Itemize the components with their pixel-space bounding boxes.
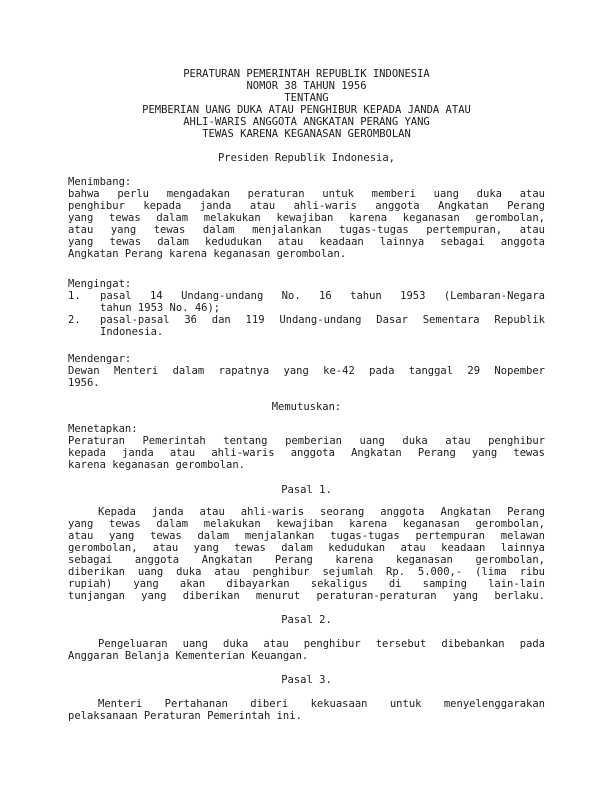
menimbang-section xyxy=(68,176,545,260)
mengingat-item-2 xyxy=(68,314,545,338)
doc-title-line: PEMBERIAN UANG DUKA ATAU PENGHIBUR KEPADA JANDA ATAU xyxy=(142,104,471,116)
doc-title-line: PERATURAN PEMERINTAH REPUBLIK INDONESIA xyxy=(183,68,430,80)
menetapkan-section xyxy=(68,423,545,471)
pasal-3-line: Menteri Pertahanan diberi kekuasaan untuk menyelenggarakan xyxy=(98,698,545,710)
pasal-1-line: atau yang tewas dalam menjalankan tugas-tugas pertempuran melawan xyxy=(68,530,545,542)
menetapkan-line: karena keganasan gerombolan. xyxy=(68,459,246,471)
document-body xyxy=(68,68,545,734)
menetapkan-label: Menetapkan: xyxy=(68,423,138,435)
menetapkan-line: Peraturan Pemerintah tentang pemberian uang duka atau penghibur xyxy=(68,435,545,447)
mendengar-line: 1956. xyxy=(68,377,100,389)
pasal-3-body xyxy=(68,698,545,722)
pasal-heading-line: Pasal 1. xyxy=(281,484,332,496)
pasal-3-line: pelaksanaan Peraturan Pemerintah ini. xyxy=(68,710,302,722)
mengingat-item-line: tahun 1953 No. 46); xyxy=(100,302,221,314)
pasal-2-line: Anggaran Belanja Kementerian Keuangan. xyxy=(68,650,309,662)
mengingat-item-line: pasal 14 Undang-undang No. 16 tahun 1953 (Lembaran-Negara xyxy=(100,290,545,302)
pasal-1-line: Kepada janda atau ahli-waris seorang anggota Angkatan Perang xyxy=(98,506,545,518)
menimbang-label: Menimbang: xyxy=(68,176,132,188)
pasal-1-line: gerombolan, atau yang tewas dalam kedudukan atau keadaan lainnya xyxy=(68,542,545,554)
pasal-1-line: yang tewas dalam melakukan kewajiban karena keganasan gerombolan, xyxy=(68,518,545,530)
pasal-2-heading xyxy=(68,614,545,626)
doc-title-line: AHLI-WARIS ANGGOTA ANGKATAN PERANG YANG xyxy=(183,116,430,128)
mengingat-item-line: pasal-pasal 36 dan 119 Undang-undang Dasar Sementara Republik xyxy=(100,314,545,326)
pasal-1-heading xyxy=(68,484,545,496)
pasal-2-body xyxy=(68,638,545,662)
mendengar-section xyxy=(68,353,545,389)
mendengar-line: Dewan Menteri dalam rapatnya yang ke-42 pada tanggal 29 Nopember xyxy=(68,365,545,377)
doc-title xyxy=(68,68,545,140)
mengingat-item-1 xyxy=(68,290,545,314)
mengingat-section xyxy=(68,278,545,338)
list-item-number: 1. xyxy=(68,290,81,302)
pasal-heading-line: Pasal 3. xyxy=(281,674,332,686)
salutation-line: Presiden Republik Indonesia, xyxy=(217,152,395,164)
menetapkan-line: kepada janda atau ahli-waris anggota Angkatan Perang yang tewas xyxy=(68,447,545,459)
pasal-1-line: sebagai anggota Angkatan Perang karena keganasan gerombolan, xyxy=(68,554,545,566)
doc-title-line: TENTANG xyxy=(284,92,329,104)
list-item-number: 2. xyxy=(68,314,81,326)
pasal-1-line: rupiah) yang akan dibayarkan sekaligus di samping lain-lain xyxy=(68,578,545,590)
pasal-1-line: tunjangan yang diberikan menurut peraturan-peraturan yang berlaku. xyxy=(68,590,545,602)
menimbang-line: yang tewas dalam melakukan kewajiban karena keganasan gerombolan, xyxy=(68,212,545,224)
doc-title-line: NOMOR 38 TAHUN 1956 xyxy=(246,80,367,92)
memutuskan-heading-line: Memutuskan: xyxy=(271,401,342,413)
menimbang-line: bahwa perlu mengadakan peraturan untuk memberi uang duka atau xyxy=(68,188,545,200)
pasal-1-body xyxy=(68,506,545,602)
pasal-heading-line: Pasal 2. xyxy=(281,614,332,626)
pasal-3-heading xyxy=(68,674,545,686)
menimbang-line: Angkatan Perang karena keganasan gerombolan. xyxy=(68,248,347,260)
menimbang-line: yang tewas dalam kedudukan atau keadaan lainnya sebagai anggota xyxy=(68,236,545,248)
menimbang-line: penghibur kepada janda atau ahli-waris anggota Angkatan Perang xyxy=(68,200,545,212)
memutuskan-heading xyxy=(68,401,545,413)
mengingat-label: Mengingat: xyxy=(68,278,132,290)
salutation xyxy=(68,152,545,164)
mendengar-label: Mendengar: xyxy=(68,353,132,365)
mengingat-item-line: Indonesia. xyxy=(100,326,164,338)
doc-title-line: TEWAS KARENA KEGANASAN GEROMBOLAN xyxy=(202,128,411,140)
menimbang-line: atau yang tewas dalam menjalankan tugas-tugas pertempuran, atau xyxy=(68,224,545,236)
pasal-1-line: diberikan uang duka atau penghibur sejumlah Rp. 5.000,- (lima ribu xyxy=(68,566,545,578)
pasal-2-line: Pengeluaran uang duka atau penghibur tersebut dibebankan pada xyxy=(98,638,545,650)
